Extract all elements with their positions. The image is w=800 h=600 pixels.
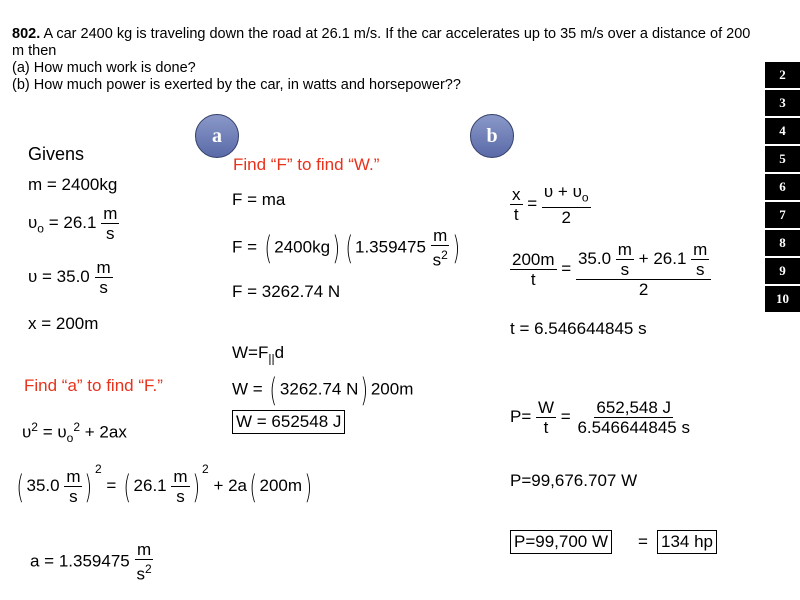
- given-distance: x = 200m: [28, 314, 99, 333]
- force-result: F = 3262.74 N: [232, 282, 341, 301]
- problem-number: 802.: [12, 26, 41, 42]
- part-a-badge[interactable]: a: [195, 114, 239, 158]
- time-substitution: $\frac{200m}{t}$ = 35.0 $\frac{m}{s}$ + 26.1 $\frac{m}{s}$ 2: [510, 240, 711, 299]
- kinematic-equation: $\upsilon^2 = \upsilon_o^2 + 2ax$: [22, 420, 127, 446]
- nav-button-2[interactable]: 2: [765, 62, 800, 88]
- given-final-velocity: υ = 35.0 $\frac{m}{s}$: [28, 258, 111, 297]
- find-f-heading: Find “F” to find “W.”: [233, 155, 380, 174]
- part-b-badge[interactable]: b: [470, 114, 514, 158]
- work-result-box: W = 652548 J: [232, 410, 345, 434]
- problem-text: A car 2400 kg is traveling down the road at 26.1 m/s. If the car accelerates up to 35 m/s over a distance of 200 m then: [12, 26, 751, 59]
- nav-button-8[interactable]: 8: [765, 230, 800, 256]
- nav-button-9[interactable]: 9: [765, 258, 800, 284]
- acceleration-result: a = 1.359475 $\frac{m}{s^2}$: [30, 540, 152, 584]
- nav-button-3[interactable]: 3: [765, 90, 800, 116]
- horsepower-box: 134 hp: [657, 530, 717, 554]
- nav-button-4[interactable]: 4: [765, 118, 800, 144]
- power-equation: P= $\frac{W}{t}$ = $\frac{652,548 J}{6.546644845 s}$: [510, 398, 690, 437]
- given-mass: m = 2400kg: [28, 175, 118, 194]
- problem-statement: [12, 26, 757, 94]
- work-formula: $W=F_{||}d$: [232, 343, 285, 366]
- question-a: (a) How much work is done?: [12, 60, 196, 76]
- time-result: t = 6.546644845 s: [510, 319, 647, 338]
- question-b: (b) How much power is exerted by the car, in watts and horsepower??: [12, 77, 461, 93]
- find-a-heading: Find “a” to find “F.”: [24, 376, 163, 395]
- nav-button-7[interactable]: 7: [765, 202, 800, 228]
- nav-button-10[interactable]: 10: [765, 286, 800, 312]
- average-velocity-equation: $\frac{x}{t}$ = $\frac{\upsilon + \upsilon_o}{2}$: [512, 182, 589, 228]
- power-rounded-box: P=99,700 W: [510, 530, 612, 554]
- power-result: P=99,676.707 W: [510, 471, 638, 490]
- force-substitution: F = ( 2400kg) ( 1.359475 $\frac{m}{s^2}$ ): [232, 226, 460, 270]
- nav-button-5[interactable]: 5: [765, 146, 800, 172]
- given-initial-velocity: $\upsilon_o = 26.1$ $\frac{m}{s}$: [28, 204, 118, 243]
- power-equals: =: [638, 532, 648, 551]
- givens-title: Givens: [28, 144, 85, 164]
- newton-second-law: F = ma: [232, 190, 286, 209]
- work-substitution: W = ( 3262.74 N) 200m: [232, 371, 414, 409]
- substituted-equation: ( 35.0 $\frac{m}{s}$ ) $^2$ = ( 26.1 $\frac{m}{s}$ ) $^2$ + 2a( 200m): [16, 462, 313, 507]
- nav-button-6[interactable]: 6: [765, 174, 800, 200]
